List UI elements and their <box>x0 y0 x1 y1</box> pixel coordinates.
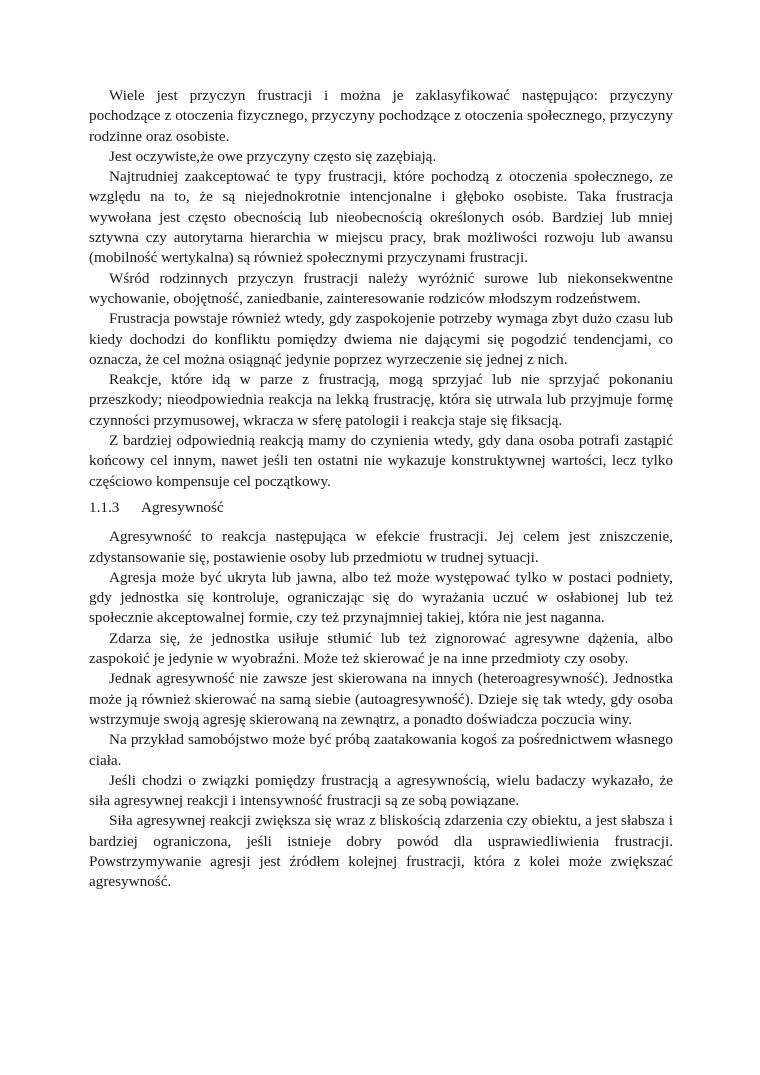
paragraph-suicide-example: Na przykład samobójstwo może być próbą zaatakowania kogoś za pośrednictwem własnego ciała. <box>89 731 673 769</box>
paragraph-compensation: Z bardziej odpowiednią reakcją mamy do czynienia wtedy, gdy dana osoba potrafi zastąpić końcowy cel innym, nawet jeśli ten ostatni nie wykazuje konstruktywnej wartości, lecz tylko częściowo kompensuje cel początkowy. <box>89 432 673 490</box>
paragraph-autoaggression: Jednak agresywność nie zawsze jest skierowana na innych (heteroagresywność). Jednostka może ją również skierować na samą siebie (autoagresywność). Dzieje się tak wtedy, gdy osoba wstrzymuje swoją agresję skierowaną na zewnątrz, a ponadto doświadcza poczucia winy. <box>89 670 673 728</box>
paragraph-research: Jeśli chodzi o związki pomiędzy frustracją a agresywnością, wielu badaczy wykazało, że siła agresywnej reakcji i intensywność frustracji są ze sobą powiązane. <box>89 771 673 810</box>
paragraph-overlap: Jest oczywiste,że owe przyczyny często się zazębiają. <box>109 147 437 165</box>
document-body <box>89 86 673 893</box>
paragraph-family-causes: Wśród rodzinnych przyczyn frustracji należy wyróżnić surowe lub niekonsekwentne wychowanie, obojętność, zaniedbanie, zainteresowanie rodziców młodszym rodzeństwem. <box>89 269 673 307</box>
section-heading <box>89 498 673 518</box>
section-number: 1.1.3 <box>89 498 120 516</box>
section-title: Agresywność <box>141 498 224 516</box>
paragraph-social-causes: Najtrudniej zaakceptować te typy frustracji, które pochodzą z otoczenia społecznego, ze względu na to, że są niejednokrotnie intencjonalne i głęboko osobiste. Taka frustracja wywołana jest często obecnością lub nieobecnością określonych osób. Bardziej lub mniej sztywna czy autorytarna hierarchia w miejscu pracy, brak możliwości rozwoju lub awansu (mobilność wertykalna) są również społecznymi przyczynami frustracji. <box>89 168 673 267</box>
paragraph-aggression-forms: Agresja może być ukryta lub jawna, albo też może występować tylko w postaci podniety, gdy jednostka się kontroluje, ograniczając się do wyrażania uczuć w osłabionej lub też społecznie akceptowalnej formie, czy też przynajmniej takiej, która nie jest naganna. <box>89 568 673 627</box>
paragraph-intensity: Siła agresywnej reakcji zwiększa się wraz z bliskością zdarzenia czy obiektu, a jest słabsza i bardziej ograniczona, jeśli istnieje dobry powód dla usprawiedliwienia frustracji. Powstrzymywanie agresji jest źródłem kolejnej frustracji, która z kolei może zwiększać agresywność. <box>89 812 673 891</box>
paragraph-causes: Wiele jest przyczyn frustracji i można je zaklasyfikować następująco: przyczyny pochodzące z otoczenia fizycznego, przyczyny pochodzące z otoczenia społecznego, przyczyny rodzinne oraz osobiste. <box>89 87 673 145</box>
paragraph-reactions: Reakcje, które idą w parze z frustracją, mogą sprzyjać lub nie sprzyjać pokonaniu przeszkody; nieodpowiednia reakcja na lekką frustrację, która się utrwala lub przyjmuje formę czynności przymusowej, wkracza w sferę patologii i reakcja staje się fiksacją. <box>89 371 673 429</box>
paragraph-suppression: Zdarza się, że jednostka usiłuje stłumić lub też zignorować agresywne dążenia, albo zaspokoić je jedynie w wyobraźni. Może też skierować je na inne przedmioty czy osoby. <box>89 629 673 668</box>
paragraph-aggression-definition: Agresywność to reakcja następująca w efekcie frustracji. Jej celem jest zniszczenie, zdystansowanie się, postawienie osoby lub przedmiotu w trudnej sytuacji. <box>89 528 673 566</box>
paragraph-conflict: Frustracja powstaje również wtedy, gdy zaspokojenie potrzeby wymaga zbyt dużo czasu lub kiedy dochodzi do konfliktu pomiędzy dwiema nie dającymi się pogodzić tendencjami, co oznacza, że cel można osiągnąć jedynie poprzez wyrzeczenie się jednej z nich. <box>89 310 673 368</box>
